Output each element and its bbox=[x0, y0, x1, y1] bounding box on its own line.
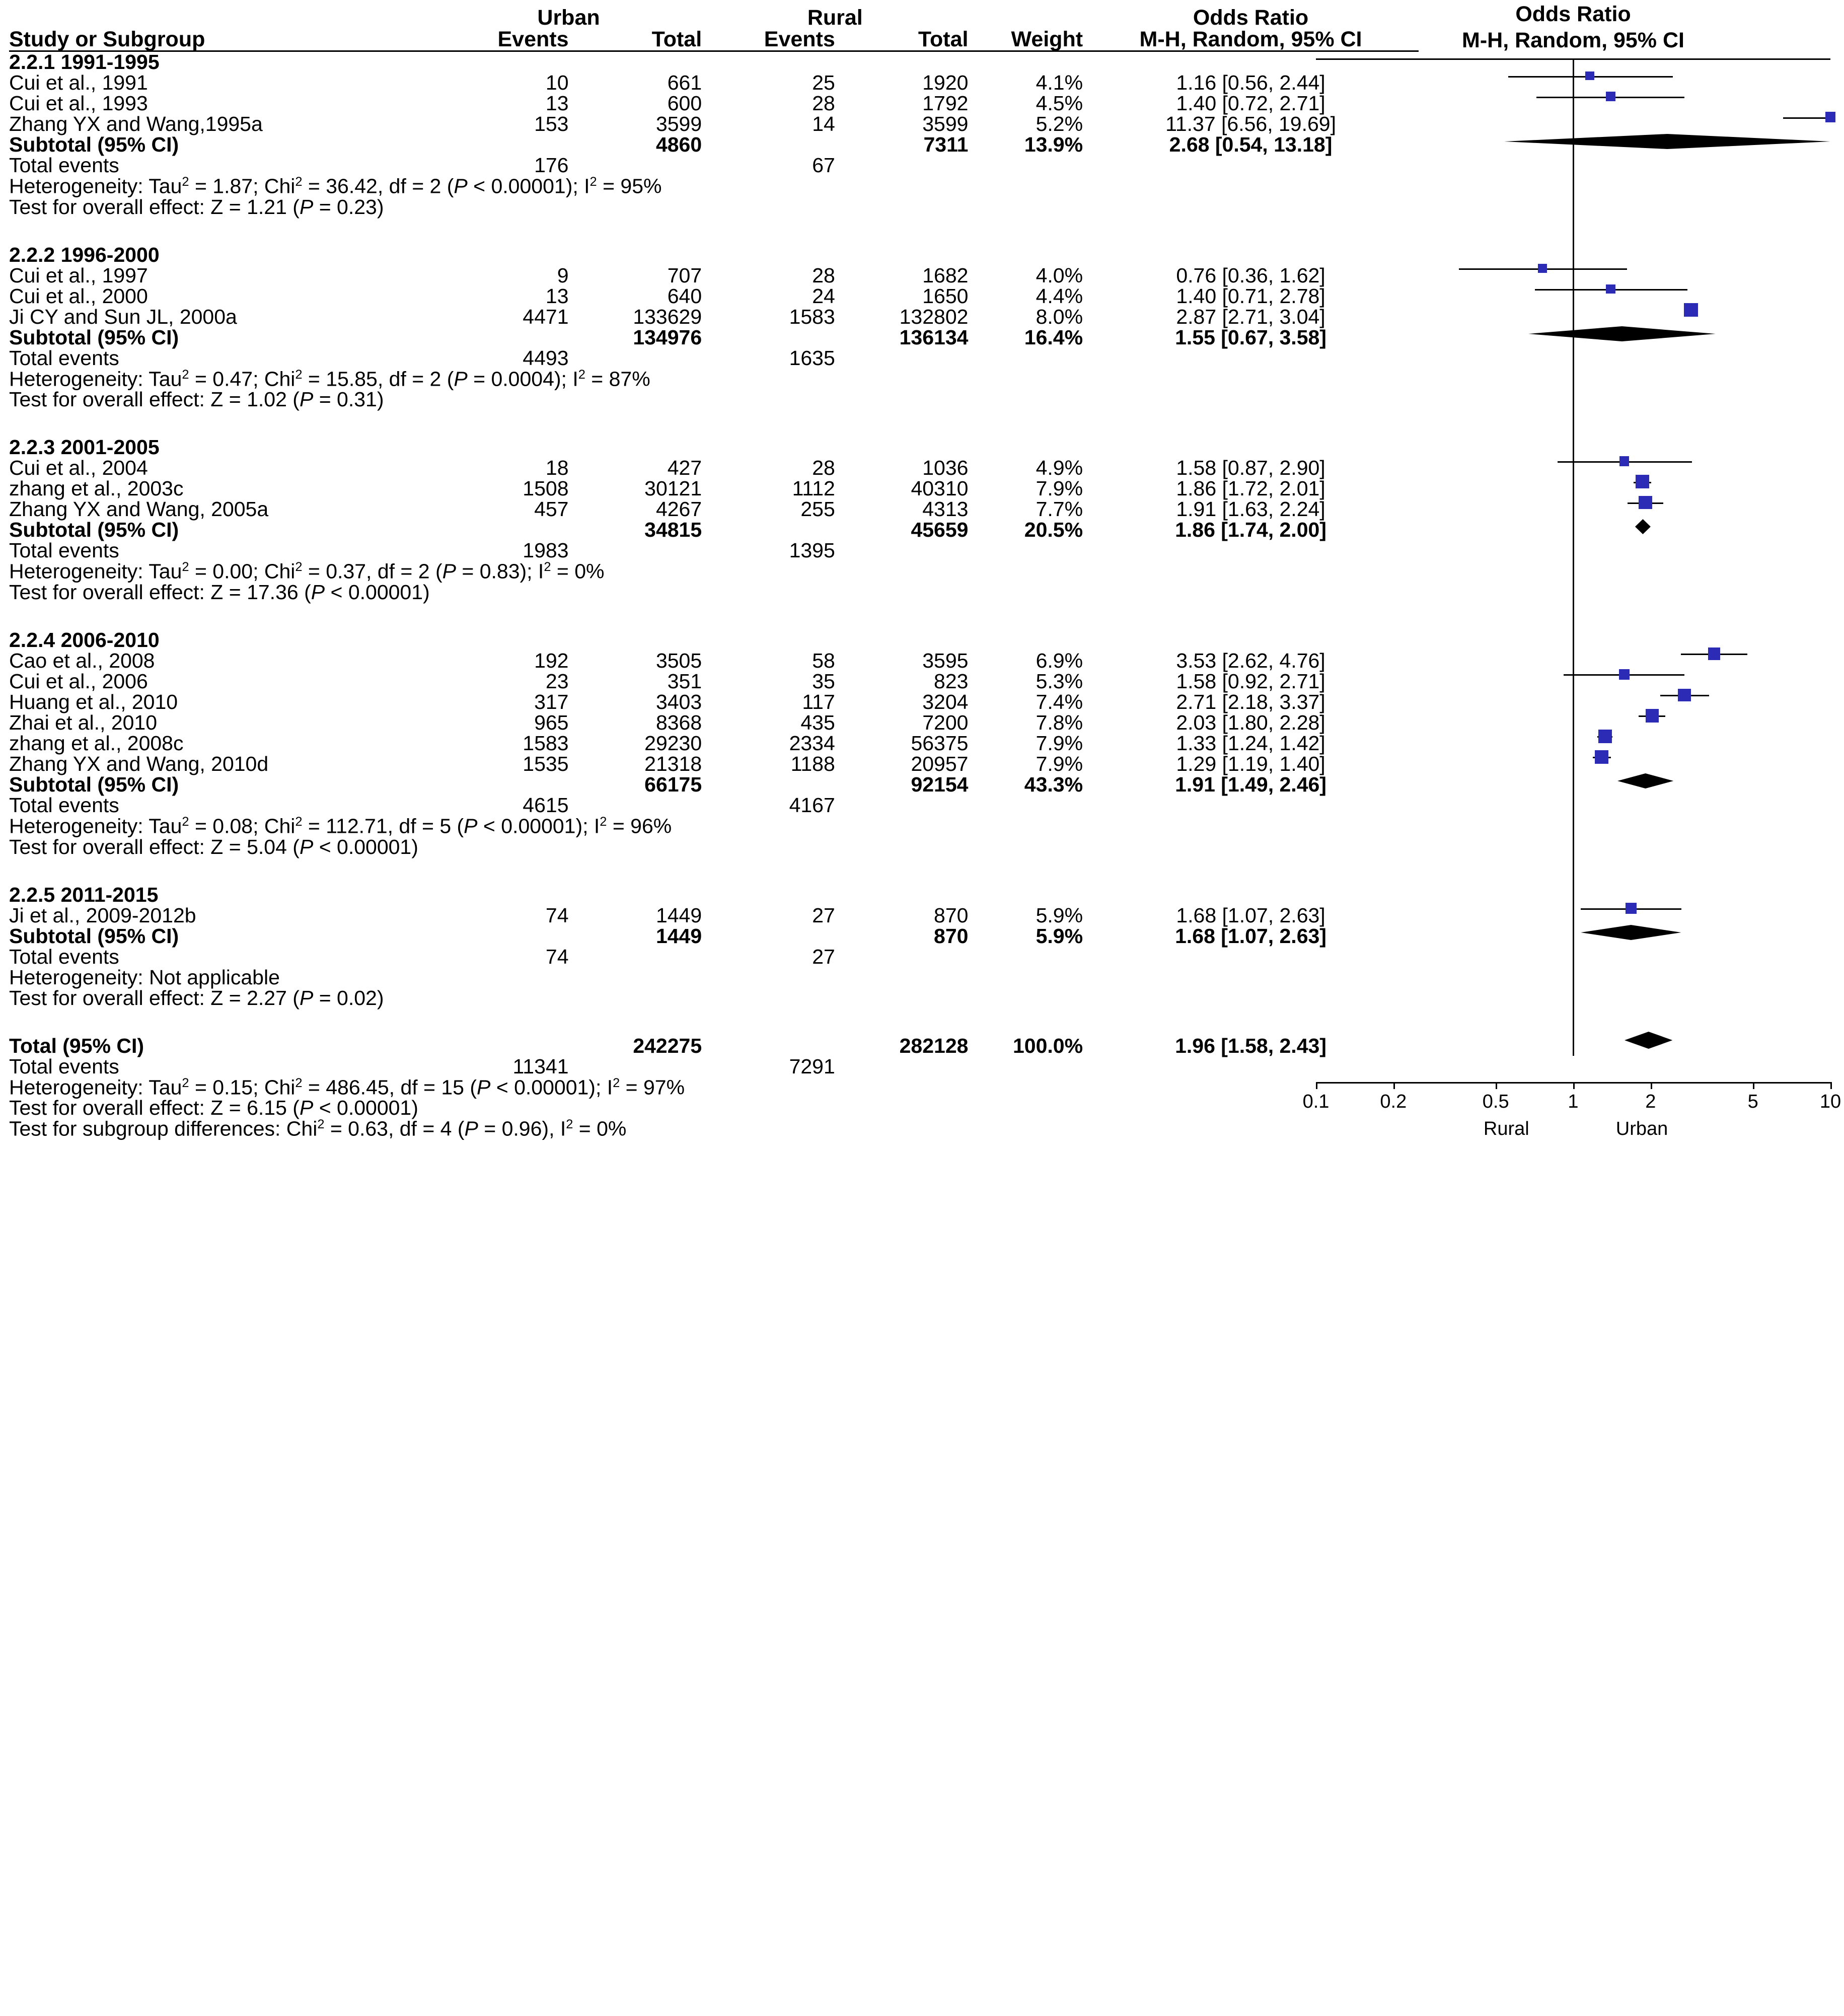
subtotal-row bbox=[9, 134, 1419, 155]
total-rural: 3204 bbox=[922, 690, 969, 713]
axis-tick-label: 1 bbox=[1568, 1091, 1579, 1113]
total-rural: 1792 bbox=[922, 92, 969, 115]
odds-ratio-ci: 0.76 [0.36, 1.62] bbox=[1176, 263, 1325, 287]
overall-effect-note: Test for overall effect: Z = 6.15 (P < 0.00001) bbox=[9, 1096, 418, 1120]
total-urban: 3505 bbox=[655, 649, 702, 672]
heterogeneity-note: Heterogeneity: Tau$^2$ = 0.00; Chi$^2$ = 0.37, df = 2 (P = 0.83); $I^2 = 0\%$ bbox=[9, 559, 605, 583]
summary-diamond bbox=[1617, 770, 1673, 785]
total-urban: 3403 bbox=[655, 690, 702, 713]
weight: 4.9% bbox=[1036, 456, 1083, 480]
table-row bbox=[9, 307, 1419, 327]
total-urban: 66175 bbox=[644, 772, 702, 796]
summary-diamond bbox=[1528, 323, 1716, 338]
weight: 43.3% bbox=[1024, 772, 1083, 796]
overall-effect-note: Test for overall effect: Z = 1.21 (P = 0.23) bbox=[9, 195, 384, 219]
total-rural: 45659 bbox=[911, 518, 969, 542]
overall-effect-note: Test for overall effect: Z = 17.36 (P < 0.00001) bbox=[9, 580, 430, 604]
subtotal-label: Subtotal (95% CI) bbox=[9, 133, 179, 156]
odds-ratio-ci: 1.68 [1.07, 2.63] bbox=[1176, 903, 1325, 927]
row-spacer bbox=[9, 410, 1419, 437]
total-rural: 870 bbox=[934, 903, 969, 927]
effect-size-marker bbox=[1619, 456, 1630, 466]
weight: 20.5% bbox=[1024, 518, 1083, 542]
table-row bbox=[9, 478, 1419, 499]
effect-size-marker bbox=[1538, 264, 1547, 273]
total-rural: 20957 bbox=[911, 752, 969, 775]
events-urban bbox=[435, 520, 569, 540]
total-events-rural: 1395 bbox=[789, 539, 835, 562]
total-events-rural: 67 bbox=[812, 154, 835, 177]
odds-ratio-ci: 1.86 [1.74, 2.00] bbox=[1175, 518, 1326, 542]
subgroup-heading: 2.2.3 2001-2005 bbox=[9, 436, 160, 459]
odds-ratio-ci: 1.58 [0.87, 2.90] bbox=[1176, 456, 1325, 480]
events-rural bbox=[702, 520, 835, 540]
summary-diamond bbox=[1635, 516, 1651, 531]
summary-diamond bbox=[1625, 1030, 1673, 1047]
total-rural: 7200 bbox=[922, 710, 969, 734]
events-rural: 25 bbox=[812, 71, 835, 94]
odds-ratio-ci: 1.33 [1.24, 1.42] bbox=[1176, 731, 1325, 755]
total-rural: 1920 bbox=[922, 71, 969, 94]
table-row bbox=[9, 733, 1419, 754]
subgroup-heading: 2.2.4 2006-2010 bbox=[9, 628, 160, 652]
study-name: Ji CY and Sun JL, 2000a bbox=[9, 305, 237, 328]
subgroup-heading: 2.2.5 2011-2015 bbox=[9, 883, 159, 906]
weight: 6.9% bbox=[1036, 649, 1083, 672]
axis-tick bbox=[1393, 1082, 1395, 1089]
weight: 13.9% bbox=[1024, 133, 1083, 156]
events-urban: 13 bbox=[545, 284, 569, 308]
weight: 7.7% bbox=[1036, 497, 1083, 521]
table-row bbox=[9, 692, 1419, 712]
total-urban: 8368 bbox=[655, 710, 702, 734]
subgroup-difference-note: Test for subgroup differences: Chi$^2$ = 0.63, df = 4 (P = 0.96), $I^2 = 0\%$ bbox=[9, 1117, 627, 1140]
table-row bbox=[9, 458, 1419, 478]
events-rural: 435 bbox=[800, 710, 835, 734]
events-urban: 192 bbox=[534, 649, 569, 672]
effect-size-marker bbox=[1619, 669, 1630, 680]
total-events-rural: 4167 bbox=[789, 793, 835, 817]
row-spacer bbox=[9, 603, 1419, 630]
total-events-row bbox=[9, 947, 1419, 967]
axis-tick-label: 10 bbox=[1819, 1091, 1841, 1113]
total-events-rural: 27 bbox=[812, 945, 835, 968]
study-name: Cao et al., 2008 bbox=[9, 649, 155, 672]
effect-size-marker bbox=[1825, 112, 1835, 122]
total-urban: 351 bbox=[667, 669, 702, 693]
events-rural: 1112 bbox=[792, 477, 835, 500]
total-rural: 870 bbox=[934, 924, 969, 948]
total-rural: 3595 bbox=[922, 649, 969, 672]
weight: 4.0% bbox=[1036, 263, 1083, 287]
subtotal-label: Subtotal (95% CI) bbox=[9, 924, 179, 948]
weight: 16.4% bbox=[1024, 325, 1083, 349]
total-urban: 34815 bbox=[644, 518, 702, 542]
subgroup-heading: 2.2.2 1996-2000 bbox=[9, 243, 160, 266]
total-events-rural: 7291 bbox=[789, 1054, 835, 1078]
events-rural: 1583 bbox=[789, 305, 835, 328]
events-urban bbox=[435, 926, 569, 947]
total-urban: 29230 bbox=[644, 731, 702, 755]
total-rural: 132802 bbox=[899, 305, 969, 328]
weight: 4.5% bbox=[1036, 92, 1083, 115]
study-name: Zhang YX and Wang,1995a bbox=[9, 112, 263, 135]
events-urban: 1508 bbox=[523, 477, 569, 500]
events-urban: 10 bbox=[545, 71, 569, 94]
subtotal-row bbox=[9, 774, 1419, 795]
weight: 5.9% bbox=[1036, 924, 1083, 948]
axis-tick-label: 0.1 bbox=[1302, 1091, 1330, 1113]
study-name: Cui et al., 1991 bbox=[9, 71, 148, 94]
study-name: Zhang YX and Wang, 2005a bbox=[9, 497, 269, 521]
effect-size-marker bbox=[1626, 903, 1637, 914]
weight: 100.0% bbox=[1012, 1034, 1083, 1057]
events-urban: 1583 bbox=[523, 731, 569, 755]
weight: 5.3% bbox=[1036, 669, 1083, 693]
weight: 5.2% bbox=[1036, 112, 1083, 135]
total-urban: 427 bbox=[667, 456, 702, 480]
axis-label-left: Rural bbox=[1483, 1118, 1529, 1140]
table-header-groups bbox=[9, 7, 1419, 29]
total-urban: 30121 bbox=[644, 477, 702, 500]
events-rural: 117 bbox=[802, 690, 835, 713]
effect-size-marker bbox=[1646, 709, 1659, 723]
axis-label-right: Urban bbox=[1615, 1118, 1668, 1140]
effect-size-marker bbox=[1636, 475, 1649, 488]
total-rural: 56375 bbox=[911, 731, 969, 755]
study-name: Zhang YX and Wang, 2010d bbox=[9, 752, 269, 775]
total-urban: 707 bbox=[667, 263, 702, 287]
plot-title: Odds Ratio bbox=[1515, 2, 1631, 26]
subtotal-row bbox=[9, 520, 1419, 540]
table-row bbox=[9, 671, 1419, 692]
study-name: Cui et al., 1997 bbox=[9, 263, 148, 287]
study-name: Cui et al., 1993 bbox=[9, 92, 148, 115]
subtotal-label: Subtotal (95% CI) bbox=[9, 772, 179, 796]
table-header-columns bbox=[9, 29, 1419, 51]
events-urban: 74 bbox=[545, 903, 569, 927]
total-rural: 7311 bbox=[923, 133, 969, 156]
events-rural: 28 bbox=[812, 92, 835, 115]
events-urban: 965 bbox=[534, 710, 569, 734]
odds-ratio-ci: 3.53 [2.62, 4.76] bbox=[1176, 649, 1325, 672]
odds-ratio-ci: 11.37 [6.56, 19.69] bbox=[1165, 112, 1336, 135]
overall-effect-note: Test for overall effect: Z = 5.04 (P < 0.00001) bbox=[9, 835, 418, 858]
odds-ratio-ci: 2.87 [2.71, 3.04] bbox=[1176, 305, 1325, 328]
total-rural: 136134 bbox=[899, 325, 969, 349]
row-spacer bbox=[9, 1009, 1419, 1036]
events-rural bbox=[702, 926, 835, 947]
total-rural: 1650 bbox=[922, 284, 969, 308]
total-urban: 3599 bbox=[655, 112, 702, 135]
events-urban: 13 bbox=[545, 92, 569, 115]
effect-size-marker bbox=[1708, 647, 1721, 660]
table-row bbox=[9, 754, 1419, 774]
header-total-urban: Total bbox=[569, 29, 702, 51]
events-urban bbox=[435, 134, 569, 155]
total-rural: 3599 bbox=[922, 112, 969, 135]
events-rural: 1188 bbox=[790, 752, 835, 775]
total-events-label: Total events bbox=[9, 346, 119, 370]
weight: 7.8% bbox=[1036, 710, 1083, 734]
effect-size-marker bbox=[1585, 71, 1594, 81]
total-urban: 600 bbox=[667, 92, 702, 115]
odds-ratio-ci: 1.58 [0.92, 2.71] bbox=[1176, 669, 1325, 693]
weight: 8.0% bbox=[1036, 305, 1083, 328]
total-urban: 1449 bbox=[655, 924, 702, 948]
study-name: Cui et al., 2000 bbox=[9, 284, 148, 308]
study-name: Cui et al., 2006 bbox=[9, 669, 148, 693]
total-events-label: Total events bbox=[9, 539, 119, 562]
events-urban: 18 bbox=[545, 456, 569, 480]
events-rural: 58 bbox=[812, 649, 835, 672]
total-urban: 21318 bbox=[644, 752, 702, 775]
events-urban: 457 bbox=[534, 497, 569, 521]
events-urban: 4471 bbox=[523, 305, 569, 328]
heterogeneity-note: Heterogeneity: Tau$^2$ = 0.47; Chi$^2$ = 15.85, df = 2 (P = 0.0004); $I^2 = 87\%$ bbox=[9, 367, 650, 391]
summary-diamond bbox=[1504, 130, 1830, 146]
total-urban: 661 bbox=[667, 71, 702, 94]
total-rural: 92154 bbox=[911, 772, 969, 796]
subtotal-row bbox=[9, 926, 1419, 947]
row-spacer bbox=[9, 857, 1419, 885]
odds-ratio-ci: 1.91 [1.49, 2.46] bbox=[1175, 772, 1326, 796]
total-urban: 640 bbox=[667, 284, 702, 308]
effect-size-marker bbox=[1684, 303, 1698, 317]
axis-tick-label: 0.2 bbox=[1380, 1091, 1407, 1113]
events-rural: 27 bbox=[812, 903, 835, 927]
axis-tick bbox=[1753, 1082, 1754, 1089]
total-events-urban: 176 bbox=[534, 154, 569, 177]
total-events-row bbox=[9, 540, 1419, 561]
table-row bbox=[9, 93, 1419, 114]
events-rural: 28 bbox=[812, 456, 835, 480]
events-rural: 28 bbox=[812, 263, 835, 287]
total-urban: 133629 bbox=[633, 305, 702, 328]
table-row bbox=[9, 73, 1419, 93]
summary-diamond bbox=[1581, 921, 1681, 937]
effect-size-marker bbox=[1606, 92, 1615, 101]
header-rural: Rural bbox=[807, 6, 863, 30]
table-row bbox=[9, 499, 1419, 520]
events-urban bbox=[435, 327, 569, 348]
total-events-urban: 11341 bbox=[512, 1054, 569, 1078]
total-rural: 823 bbox=[934, 669, 969, 693]
header-weight: Weight bbox=[968, 29, 1083, 51]
odds-ratio-ci: 1.55 [0.67, 3.58] bbox=[1175, 325, 1326, 349]
total-events-label: Total events bbox=[9, 793, 119, 817]
total-events-urban: 4615 bbox=[523, 793, 569, 817]
heterogeneity-note: Heterogeneity: Tau$^2$ = 0.15; Chi$^2$ = 486.45, df = 15 (P < 0.00001); $I^2 = 97\%$ bbox=[9, 1075, 685, 1099]
header-total-rural: Total bbox=[835, 29, 969, 51]
heterogeneity-note: Heterogeneity: Tau$^2$ = 0.08; Chi$^2$ = 112.71, df = 5 (P < 0.00001); $I^2 = 96\%$ bbox=[9, 814, 672, 838]
total-events-row bbox=[9, 795, 1419, 816]
study-name: Ji et al., 2009-2012b bbox=[9, 903, 196, 927]
forest-table bbox=[9, 7, 1419, 1139]
odds-ratio-ci: 1.40 [0.72, 2.71] bbox=[1176, 92, 1325, 115]
subtotal-row bbox=[9, 327, 1419, 348]
axis-tick bbox=[1316, 1082, 1317, 1089]
weight: 4.1% bbox=[1036, 71, 1083, 94]
overall-effect-note: Test for overall effect: Z = 2.27 (P = 0.02) bbox=[9, 986, 384, 1010]
odds-ratio-ci: 1.40 [0.71, 2.78] bbox=[1176, 284, 1325, 308]
odds-ratio-ci: 2.68 [0.54, 13.18] bbox=[1169, 133, 1333, 156]
total-urban: 4860 bbox=[655, 133, 702, 156]
events-urban: 23 bbox=[545, 669, 569, 693]
grand-total-events-row bbox=[9, 1056, 1419, 1077]
odds-ratio-ci: 1.86 [1.72, 2.01] bbox=[1176, 477, 1325, 500]
heterogeneity-note: Heterogeneity: Tau$^2$ = 1.87; Chi$^2$ = 36.42, df = 2 (P < 0.00001); $I^2 = 95\%$ bbox=[9, 174, 662, 198]
table-row bbox=[9, 905, 1419, 926]
events-urban: 9 bbox=[557, 263, 569, 287]
study-name: Cui et al., 2004 bbox=[9, 456, 148, 480]
table-row bbox=[9, 712, 1419, 733]
axis-tick-label: 0.5 bbox=[1482, 1091, 1509, 1113]
header-urban: Urban bbox=[537, 6, 600, 30]
odds-ratio-ci: 1.68 [1.07, 2.63] bbox=[1175, 924, 1326, 948]
odds-ratio-ci: 1.91 [1.63, 2.24] bbox=[1176, 497, 1325, 521]
null-effect-line bbox=[1573, 59, 1574, 1056]
events-urban: 317 bbox=[534, 690, 569, 713]
odds-ratio-ci: 1.29 [1.19, 1.40] bbox=[1176, 752, 1325, 775]
axis-tick bbox=[1830, 1082, 1832, 1089]
row-spacer bbox=[9, 218, 1419, 245]
table-row bbox=[9, 114, 1419, 134]
weight: 4.4% bbox=[1036, 284, 1083, 308]
total-events-urban: 4493 bbox=[523, 346, 569, 370]
overall-effect-note: Test for overall effect: Z = 1.02 (P = 0.31) bbox=[9, 388, 384, 411]
study-name: Zhai et al., 2010 bbox=[9, 710, 158, 734]
total-events-urban: 74 bbox=[545, 945, 569, 968]
plot-subtitle: M-H, Random, 95% CI bbox=[1462, 28, 1684, 52]
odds-ratio-ci: 2.03 [1.80, 2.28] bbox=[1176, 710, 1325, 734]
axis-tick bbox=[1496, 1082, 1497, 1089]
total-rural: 4313 bbox=[922, 497, 969, 521]
events-urban: 153 bbox=[534, 112, 569, 135]
total-rural: 1036 bbox=[922, 456, 969, 480]
total-rural: 40310 bbox=[911, 477, 969, 500]
events-rural: 24 bbox=[812, 284, 835, 308]
study-name: Huang et al., 2010 bbox=[9, 690, 178, 713]
subgroup-heading: 2.2.1 1991-1995 bbox=[9, 50, 160, 74]
axis-tick-label: 2 bbox=[1645, 1091, 1656, 1113]
events-rural: 14 bbox=[812, 112, 835, 135]
weight: 7.9% bbox=[1036, 477, 1083, 500]
odds-ratio-ci: 1.16 [0.56, 2.44] bbox=[1176, 71, 1325, 94]
events-urban bbox=[435, 774, 569, 795]
events-rural bbox=[702, 774, 835, 795]
odds-ratio-ci: 1.96 [1.58, 2.43] bbox=[1175, 1034, 1326, 1057]
total-events-row bbox=[9, 155, 1419, 176]
header-or-method: M-H, Random, 95% CI bbox=[1083, 29, 1419, 51]
grand-total-label: Total (95% CI) bbox=[9, 1034, 144, 1057]
subtotal-label: Subtotal (95% CI) bbox=[9, 518, 179, 542]
heterogeneity-note: Heterogeneity: Not applicable bbox=[9, 965, 280, 989]
axis-tick bbox=[1651, 1082, 1652, 1089]
confidence-interval-line bbox=[1783, 117, 1830, 119]
total-events-urban: 1983 bbox=[523, 539, 569, 562]
weight: 7.9% bbox=[1036, 731, 1083, 755]
total-rural: 1682 bbox=[922, 263, 969, 287]
total-urban: 4267 bbox=[655, 497, 702, 521]
events-rural bbox=[702, 327, 835, 348]
header-odds-ratio: Odds Ratio bbox=[1193, 6, 1309, 30]
forest-plot-area bbox=[1302, 0, 1841, 1943]
total-events-label: Total events bbox=[9, 1054, 119, 1078]
events-rural: 2334 bbox=[789, 731, 835, 755]
header-events-rural: Events bbox=[702, 29, 835, 51]
grand-total-row bbox=[9, 1036, 1419, 1056]
total-events-row bbox=[9, 348, 1419, 369]
total-urban: 1449 bbox=[655, 903, 702, 927]
weight: 7.9% bbox=[1036, 752, 1083, 775]
subtotal-label: Subtotal (95% CI) bbox=[9, 325, 179, 349]
weight: 7.4% bbox=[1036, 690, 1083, 713]
effect-size-marker bbox=[1598, 730, 1612, 743]
axis-tick bbox=[1573, 1082, 1575, 1089]
effect-size-marker bbox=[1639, 496, 1652, 509]
header-events-urban: Events bbox=[435, 29, 569, 51]
events-rural bbox=[702, 134, 835, 155]
header-study: Study or Subgroup bbox=[9, 29, 435, 51]
study-name: zhang et al., 2008c bbox=[9, 731, 184, 755]
table-row bbox=[9, 286, 1419, 307]
table-row bbox=[9, 265, 1419, 286]
events-rural: 35 bbox=[812, 669, 835, 693]
total-events-label: Total events bbox=[9, 945, 119, 968]
total-urban: 134976 bbox=[633, 325, 702, 349]
weight: 5.9% bbox=[1036, 903, 1083, 927]
total-urban: 242275 bbox=[633, 1034, 702, 1057]
odds-ratio-ci: 2.71 [2.18, 3.37] bbox=[1176, 690, 1325, 713]
table-row bbox=[9, 651, 1419, 671]
effect-size-marker bbox=[1678, 689, 1691, 702]
effect-size-marker bbox=[1606, 284, 1615, 294]
events-urban: 1535 bbox=[523, 752, 569, 775]
study-name: zhang et al., 2003c bbox=[9, 477, 184, 500]
total-rural: 282128 bbox=[899, 1034, 969, 1057]
effect-size-marker bbox=[1595, 750, 1608, 764]
axis-tick-label: 5 bbox=[1747, 1091, 1758, 1113]
events-rural: 255 bbox=[800, 497, 835, 521]
total-events-label: Total events bbox=[9, 154, 119, 177]
total-events-rural: 1635 bbox=[789, 346, 835, 370]
